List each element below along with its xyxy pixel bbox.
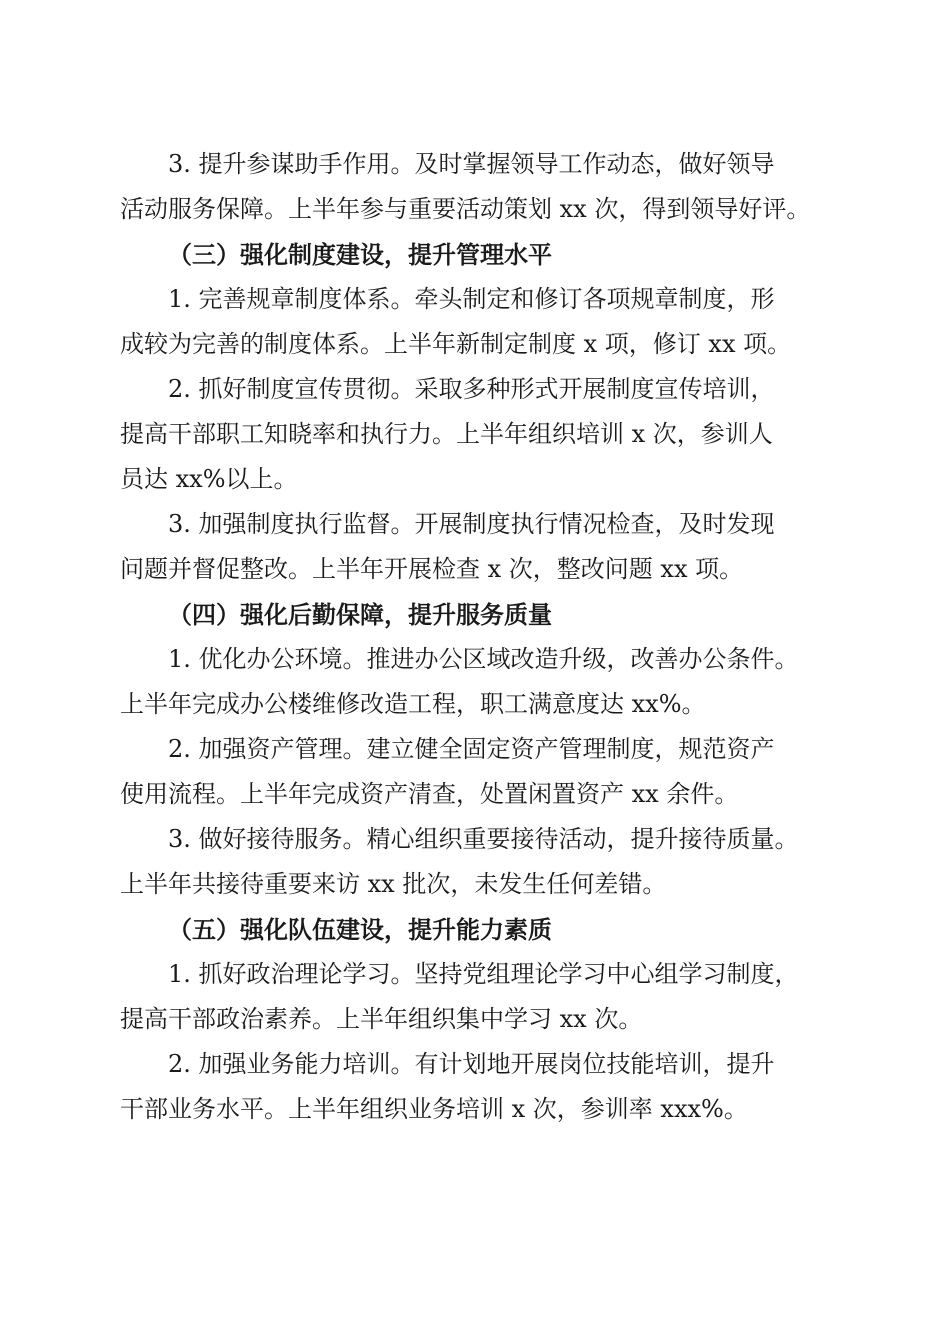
paragraph-line: 2. 加强业务能力培训。有计划地开展岗位技能培训，提升 [168, 1050, 775, 1078]
section-heading: （四）强化后勤保障，提升服务质量 [168, 600, 552, 629]
paragraph-line: 上半年完成办公楼维修改造工程，职工满意度达 xx%。 [120, 690, 706, 718]
paragraph-line: 活动服务保障。上半年参与重要活动策划 xx 次，得到领导好评。 [120, 195, 811, 223]
paragraph-line: 上半年共接待重要来访 xx 批次，未发生任何差错。 [120, 870, 667, 898]
paragraph-line: 3. 提升参谋助手作用。及时掌握领导工作动态，做好领导 [168, 150, 775, 178]
paragraph-line: 干部业务水平。上半年组织业务培训 x 次，参训率 xxx%。 [120, 1095, 748, 1123]
paragraph-line: 1. 抓好政治理论学习。坚持党组理论学习中心组学习制度， [168, 960, 799, 988]
paragraph-line: 1. 完善规章制度体系。牵头制定和修订各项规章制度，形 [168, 285, 775, 313]
paragraph-line: 3. 做好接待服务。精心组织重要接待活动，提升接待质量。 [168, 825, 799, 853]
paragraph-line: 3. 加强制度执行监督。开展制度执行情况检查，及时发现 [168, 510, 775, 538]
paragraph-line: 问题并督促整改。上半年开展检查 x 次，整改问题 xx 项。 [120, 555, 744, 583]
paragraph-line: 使用流程。上半年完成资产清查，处置闲置资产 xx 余件。 [120, 780, 739, 808]
paragraph-line: 1. 优化办公环境。推进办公区域改造升级，改善办公条件。 [168, 645, 799, 673]
paragraph-line: 成较为完善的制度体系。上半年新制定制度 x 项，修订 xx 项。 [120, 330, 792, 358]
paragraph-line: 提高干部政治素养。上半年组织集中学习 xx 次。 [120, 1005, 643, 1033]
document-page [120, 142, 832, 1132]
paragraph-line: 员达 xx%以上。 [120, 465, 298, 493]
paragraph-line: 提高干部职工知晓率和执行力。上半年组织培训 x 次，参训人 [120, 420, 773, 448]
section-heading: （五）强化队伍建设，提升能力素质 [168, 915, 552, 944]
section-heading: （三）强化制度建设，提升管理水平 [168, 240, 552, 269]
paragraph-line: 2. 加强资产管理。建立健全固定资产管理制度，规范资产 [168, 735, 775, 763]
paragraph-line: 2. 抓好制度宣传贯彻。采取多种形式开展制度宣传培训， [168, 375, 775, 403]
